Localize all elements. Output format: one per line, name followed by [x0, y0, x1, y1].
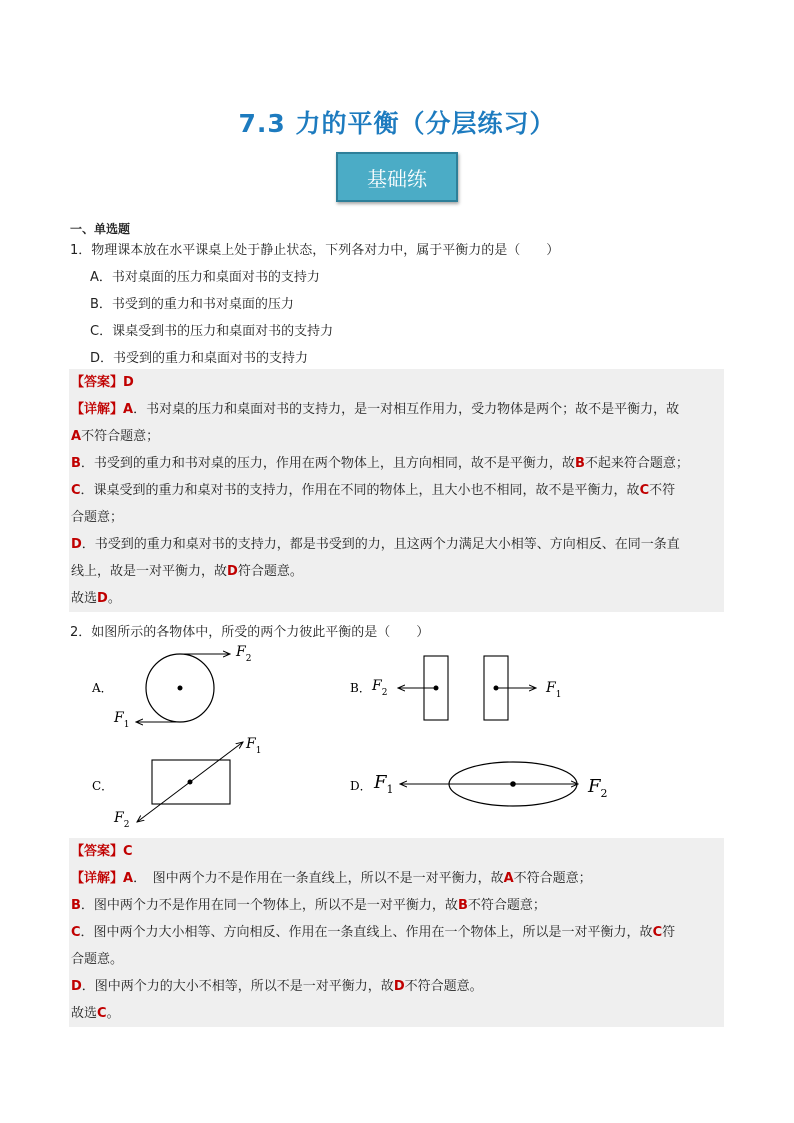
- detail-text: 符合题意。: [237, 564, 303, 579]
- answer-value: C: [123, 844, 133, 859]
- detail-letter: B: [71, 898, 81, 913]
- force-label-f1: $F_1$: [546, 680, 562, 700]
- detail-text: 不符合题意；: [467, 898, 546, 913]
- figure-a: [91, 644, 251, 730]
- detail-tag: 【详解】: [71, 871, 124, 886]
- detail-letter: D: [227, 564, 238, 579]
- detail-text: 线上，故是一对平衡力，故: [71, 564, 228, 579]
- answer-value: D: [123, 375, 134, 390]
- detail-text: ．课桌受到的重力和桌对书的支持力，作用在不同的物体上，且大小也不相同，故不是平衡力，故: [80, 483, 640, 498]
- q2-detail-row-3: [69, 919, 724, 946]
- q2-stem: 2．如图所示的各物体中，所受的两个力彼此平衡的是（ ）: [70, 625, 430, 640]
- conclusion-text: 。: [106, 1006, 120, 1021]
- q2-detail-row-1: [69, 865, 724, 892]
- figure-d: [350, 762, 608, 806]
- q1-option-d: D．书受到的重力和桌面对书的支持力: [90, 351, 309, 366]
- force-label-f2: $F_2$: [588, 776, 608, 800]
- detail-text: 不符合题意；: [81, 429, 160, 444]
- q1-answer-row: [69, 369, 724, 396]
- q1-detail-row-1: [69, 396, 724, 423]
- detail-letter: B: [457, 898, 468, 913]
- detail-text: 合题意；: [71, 510, 124, 525]
- q1-detail-row-2: [69, 423, 724, 450]
- q1-answer-block: [69, 369, 724, 612]
- detail-text: ． 图中两个力不是作用在一条直线上，所以不是一对平衡力，故: [133, 871, 504, 886]
- q2-answer-block: [69, 838, 724, 1027]
- detail-text: 符: [662, 925, 676, 940]
- figure-c: [92, 736, 261, 830]
- detail-letter: A: [71, 429, 82, 444]
- q2-detail-row-2: [69, 892, 724, 919]
- q1-detail-row-6: [69, 531, 724, 558]
- conclusion-text: 故选: [71, 1006, 98, 1021]
- detail-text: ．书对桌的压力和桌面对书的支持力，是一对相互作用力，受力物体是两个；故不是平衡力，故: [133, 402, 680, 417]
- section-heading: 一、单选题: [70, 222, 131, 236]
- conclusion-letter: D: [97, 591, 108, 606]
- q2-detail-row-5: [69, 973, 724, 1000]
- detail-text: 不符: [649, 483, 676, 498]
- q1-option-c: C．课桌受到书的压力和桌面对书的支持力: [90, 324, 334, 339]
- q2-conclusion-row: [69, 1000, 724, 1027]
- conclusion-letter: C: [97, 1006, 107, 1021]
- force-label-f1: $F_1$: [114, 710, 130, 730]
- q2-figure: [70, 640, 630, 840]
- level-badge: 基础练: [336, 152, 458, 202]
- detail-tag: 【详解】: [71, 402, 124, 417]
- answer-tag: 【答案】: [71, 844, 124, 859]
- q1-stem: 1．物理课本放在水平课桌上处于静止状态，下列各对力中，属于平衡力的是（ ）: [70, 243, 560, 258]
- detail-letter: D: [393, 979, 405, 994]
- q1-option-a: A．书对桌面的压力和桌面对书的支持力: [90, 270, 320, 285]
- force-label-f1: $F_1$: [374, 772, 394, 796]
- q2-answer-row: [69, 838, 724, 865]
- force-label-f1: $F_1$: [246, 736, 262, 756]
- figure-b: [350, 656, 561, 720]
- q1-detail-row-7: [69, 558, 724, 585]
- q1-detail-row-5: [69, 504, 724, 531]
- force-arrow-f1: [190, 742, 243, 782]
- detail-text: 不符合题意；: [513, 871, 592, 886]
- detail-letter: A: [503, 871, 514, 886]
- detail-text: ．图中两个力大小相等、方向相反、作用在一条直线上、作用在一个物体上，所以是一对平衡力，故: [80, 925, 653, 940]
- conclusion-text: 。: [107, 591, 121, 606]
- force-label-f2: $F_2$: [114, 810, 130, 830]
- detail-letter: C: [652, 925, 663, 940]
- detail-text: ．图中两个力不是作用在同一个物体上，所以不是一对平衡力，故: [80, 898, 458, 913]
- detail-letter: C: [71, 483, 81, 498]
- figure-d-label: D．: [350, 779, 372, 793]
- detail-letter: B: [71, 456, 81, 471]
- detail-text: 合题意。: [71, 952, 124, 967]
- page-title: 7.3 力的平衡（分层练习）: [238, 109, 556, 138]
- center-dot: [178, 686, 183, 691]
- detail-letter: D: [71, 537, 82, 552]
- conclusion-text: 故选: [71, 591, 98, 606]
- detail-text: ．图中两个力的大小不相等，所以不是一对平衡力，故: [81, 979, 394, 994]
- detail-text: 不符合题意。: [404, 979, 483, 994]
- q1-conclusion-row: [69, 585, 724, 612]
- figure-a-label: A．: [92, 681, 113, 695]
- answer-tag: 【答案】: [71, 375, 124, 390]
- detail-letter: D: [71, 979, 82, 994]
- detail-letter: A: [123, 871, 134, 886]
- q1-option-b: B．书受到的重力和书对桌面的压力: [90, 297, 294, 312]
- force-label-f2: $F_2$: [236, 644, 252, 664]
- detail-letter: C: [639, 483, 650, 498]
- q1-detail-row-3: [69, 450, 724, 477]
- force-label-f2: $F_2$: [372, 678, 388, 698]
- q1-detail-row-4: [69, 477, 724, 504]
- q2-detail-row-4: [69, 946, 724, 973]
- detail-text: 不起来符合题意；: [584, 456, 689, 471]
- detail-letter: A: [123, 402, 134, 417]
- detail-letter: C: [71, 925, 81, 940]
- force-arrow-f2: [137, 782, 190, 822]
- detail-letter: B: [574, 456, 585, 471]
- figure-c-label: C．: [92, 779, 114, 793]
- figure-b-label: B．: [350, 681, 371, 695]
- detail-text: ．书受到的重力和书对桌的压力，作用在两个物体上，且方向相同，故不是平衡力，故: [80, 456, 575, 471]
- detail-text: ．书受到的重力和桌对书的支持力，都是书受到的力，且这两个力满足大小相等、方向相反、在同一条直: [81, 537, 680, 552]
